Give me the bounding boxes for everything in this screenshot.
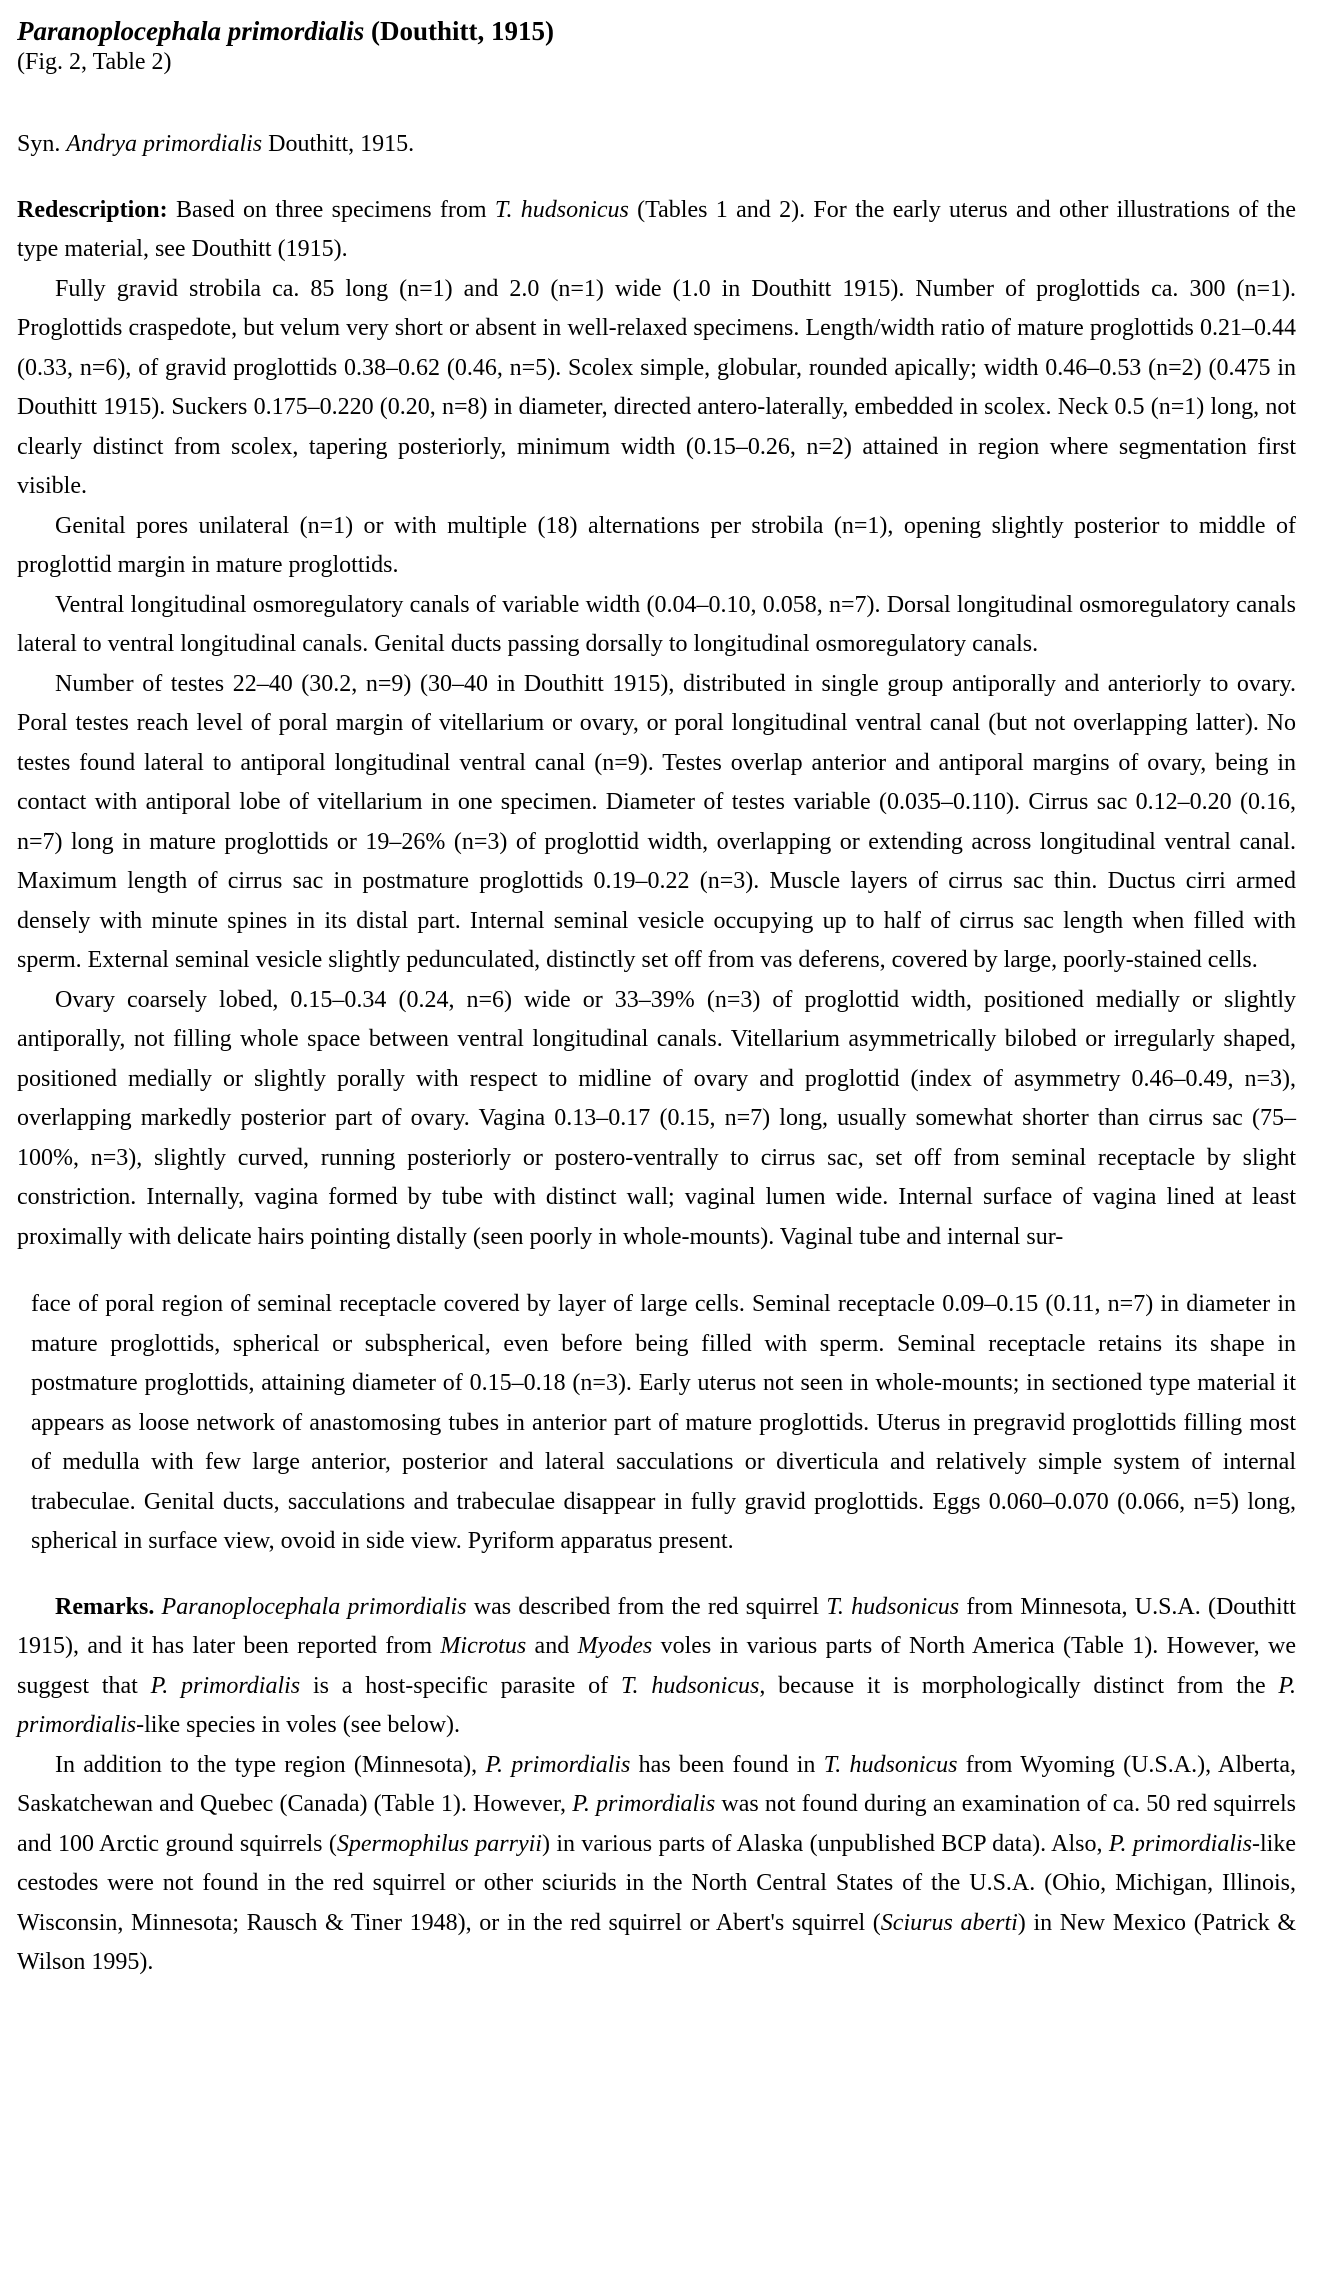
text-run: P. primordialis [485,1751,631,1778]
text-run: P. primordialis [150,1672,301,1699]
text-run: Sciurus aberti [880,1909,1018,1936]
text-run: T. hudsonicus [826,1593,960,1620]
text-run: P. primordialis [17,1672,1296,1738]
text-run: P. primordialis [572,1791,716,1817]
figure-reference: (Fig. 2, Table 2) [17,49,172,75]
text-run: has been found in [630,1751,824,1778]
text-run: Syn. [17,131,67,157]
text-run: Paranoplocephala primordialis [17,16,365,46]
text-run: from Wyoming (U.S.A.), Alberta, Saskatchewan and Quebec (Canada) (Table 1). However, [17,1751,1296,1817]
text-run: ) in various parts of Alaska (unpublished BCP data). Also, [541,1830,1109,1857]
text-run: Genital pores unilateral (n=1) or with multiple (18) alternations per strobila (n=1), opening slightly posterior to middle of proglottid margin in mature proglottids. [17,512,1296,578]
text-run: Microtus [440,1633,527,1659]
text-run: from Minnesota, U.S.A. (Douthitt 1915), and it has later been reported from [17,1593,1296,1659]
remarks-section [17,1588,1296,1983]
text-run: and [526,1633,578,1659]
species-title [17,16,1296,47]
seminal-receptacle-uterus-paragraph [31,1285,1296,1562]
species-heading [17,16,1296,78]
text-run: T. hudsonicus [823,1751,958,1778]
text-run: , because it is morphologically distinct from the [759,1672,1279,1699]
text-run: Fully gravid strobila ca. 85 long (n=1) and 2.0 (n=1) wide (1.0 in Douthitt 1915). Number of proglottids ca. 300 (n=1). Proglottids craspedote, but velum very short or absent in well-relaxed specimens. Length/width ratio of mature proglottids 0.21–0.44 (0.33, n=6), of gravid proglottids 0.38–0.62 (0.46, n=5). Scolex simple, globular, rounded apically; width 0.46–0.53 (n=2) (0.475 in Douthitt 1915). Suckers 0.175–0.220 (0.20, n=8) in diameter, directed antero-laterally, embedded in scolex. Neck 0.5 (n=1) long, not clearly distinct from scolex, tapering posteriorly, minimum width (0.15–0.26, n=2) attained in region where segmentation first visible. [17,275,1296,499]
strobila-scolex-paragraph [17,270,1296,507]
text-run: is a host-specific parasite of [300,1672,621,1699]
text-run: P. primordialis [1108,1830,1253,1857]
text-run: Paranoplocephala primordialis [161,1593,467,1620]
text-run: Based on three specimens from [175,196,495,223]
osmoregulatory-canals-paragraph [17,586,1296,665]
text-run: Ovary coarsely lobed, 0.15–0.34 (0.24, n=6) wide or 33–39% (n=3) of proglottid width, positioned medially or slightly antiporally, not filling whole space between ventral longitudinal canals. Vitellarium asymmetrically bilobed or irregularly shaped, positioned medially or slightly porally with respect to midline of ovary and proglottid (index of asymmetry 0.46–0.49, n=3), overlapping markedly posterior part of ovary. Vagina 0.13–0.17 (0.15, n=7) long, usually somewhat shorter than cirrus sac (75–100%, n=3), slightly curved, running posteriorly or postero-ventrally to cirrus sac, set off from seminal receptacle by slight constriction. Internally, vagina formed by tube with distinct wall; vaginal lumen wide. Internal surface of vagina lined at least proximally with delicate hairs pointing distally (seen poorly in whole-mounts). Vaginal tube and internal sur- [17,986,1296,1250]
text-run: -like cestodes were not found in the red squirrel or other sciurids in the North Central States of the U.S.A. (Ohio, Michigan, Illinois, Wisconsin, Minnesota; Rausch & Tiner 1948), or in the red squirrel or Abert's squirrel ( [17,1830,1296,1936]
text-run: Remarks. [55,1593,162,1620]
redescription-intro-paragraph [17,191,1296,270]
text-run: T. hudsonicus [620,1672,760,1699]
text-run: Douthitt, 1915. [262,131,415,157]
text-run: face of poral region of seminal receptacle covered by layer of large cells. Seminal receptacle 0.09–0.15 (0.11, n=7) in diameter in mature proglottids, spherical or subspherical, even before being filled with sperm. Seminal receptacle retains its shape in postmature proglottids, attaining diameter of 0.15–0.18 (n=3). Early uterus not seen in whole-mounts; in sectioned type material it appears as loose network of anastomosing tubes in anterior part of mature proglottids. Uterus in pregravid proglottids filling most of medulla with few large anterior, posterior and lateral sacculations or diverticula and relatively simple system of internal trabeculae. Genital ducts, sacculations and trabeculae disappear in fully gravid proglottids. Eggs 0.060–0.070 (0.066, n=5) long, spherical in surface view, ovoid in side view. Pyriform apparatus present. [31,1291,1296,1554]
text-run: Myodes [577,1633,653,1659]
text-run: Andrya primordialis [66,131,263,157]
remarks-distribution-paragraph [17,1746,1296,1983]
text-run: Ventral longitudinal osmoregulatory canals of variable width (0.04–0.10, 0.058, n=7). Dorsal longitudinal osmoregulatory canals lateral to ventral longitudinal canals. Genital ducts passing dorsally to longitudinal osmoregulatory canals. [17,591,1296,657]
remarks-host-paragraph [17,1588,1296,1746]
text-run: Number of testes 22–40 (30.2, n=9) (30–40 in Douthitt 1915), distributed in single group antiporally and anteriorly to ovary. Poral testes reach level of poral margin of vitellarium or ovary, or poral longitudinal ventral canal (but not overlapping latter). No testes found lateral to antiporal longitudinal ventral canal (n=9). Testes overlap anterior and antiporal margins of ovary, being in contact with antiporal lobe of vitellarium in one specimen. Diameter of testes variable (0.035–0.110). Cirrus sac 0.12–0.20 (0.16, n=7) long in mature proglottids or 19–26% (n=3) of proglottid width, overlapping or extending across longitudinal ventral canal. Maximum length of cirrus sac in postmature proglottids 0.19–0.22 (n=3). Muscle layers of cirrus sac thin. Ductus cirri armed densely with minute spines in its distal part. Internal seminal vesicle occupying up to half of cirrus sac length when filled with sperm. External seminal vesicle slightly pedunculated, distinctly set off from vas deferens, covered by large, poorly-stained cells. [17,670,1296,973]
text-run: Redescription: [17,196,176,223]
genital-pores-paragraph [17,507,1296,586]
text-run: In addition to the type region (Minnesota), [55,1751,486,1778]
text-run: ) in New Mexico (Patrick & Wilson 1995). [17,1909,1297,1975]
text-run: T. hudsonicus [494,196,629,223]
text-run: (Douthitt, 1915) [364,16,555,46]
text-run: was not found during an examination of ca. 50 red squirrels and 100 Arctic ground squirrels ( [17,1791,1296,1857]
text-run: -like species in voles (see below). [136,1712,461,1738]
ovary-vagina-paragraph [17,981,1296,1258]
redescription-section [17,191,1296,1258]
synonymy-line [17,125,1296,165]
text-run: voles in various parts of North America (Table 1). However, we suggest that [17,1633,1296,1699]
text-run: Spermophilus parryii [336,1830,542,1857]
text-run: was described from the red squirrel [466,1593,827,1620]
text-run: (Tables 1 and 2). For the early uterus and other illustrations of the type material, see Douthitt (1915). [17,196,1296,262]
testes-cirrus-sac-paragraph [17,665,1296,981]
redescription-continuation-section [31,1285,1296,1562]
